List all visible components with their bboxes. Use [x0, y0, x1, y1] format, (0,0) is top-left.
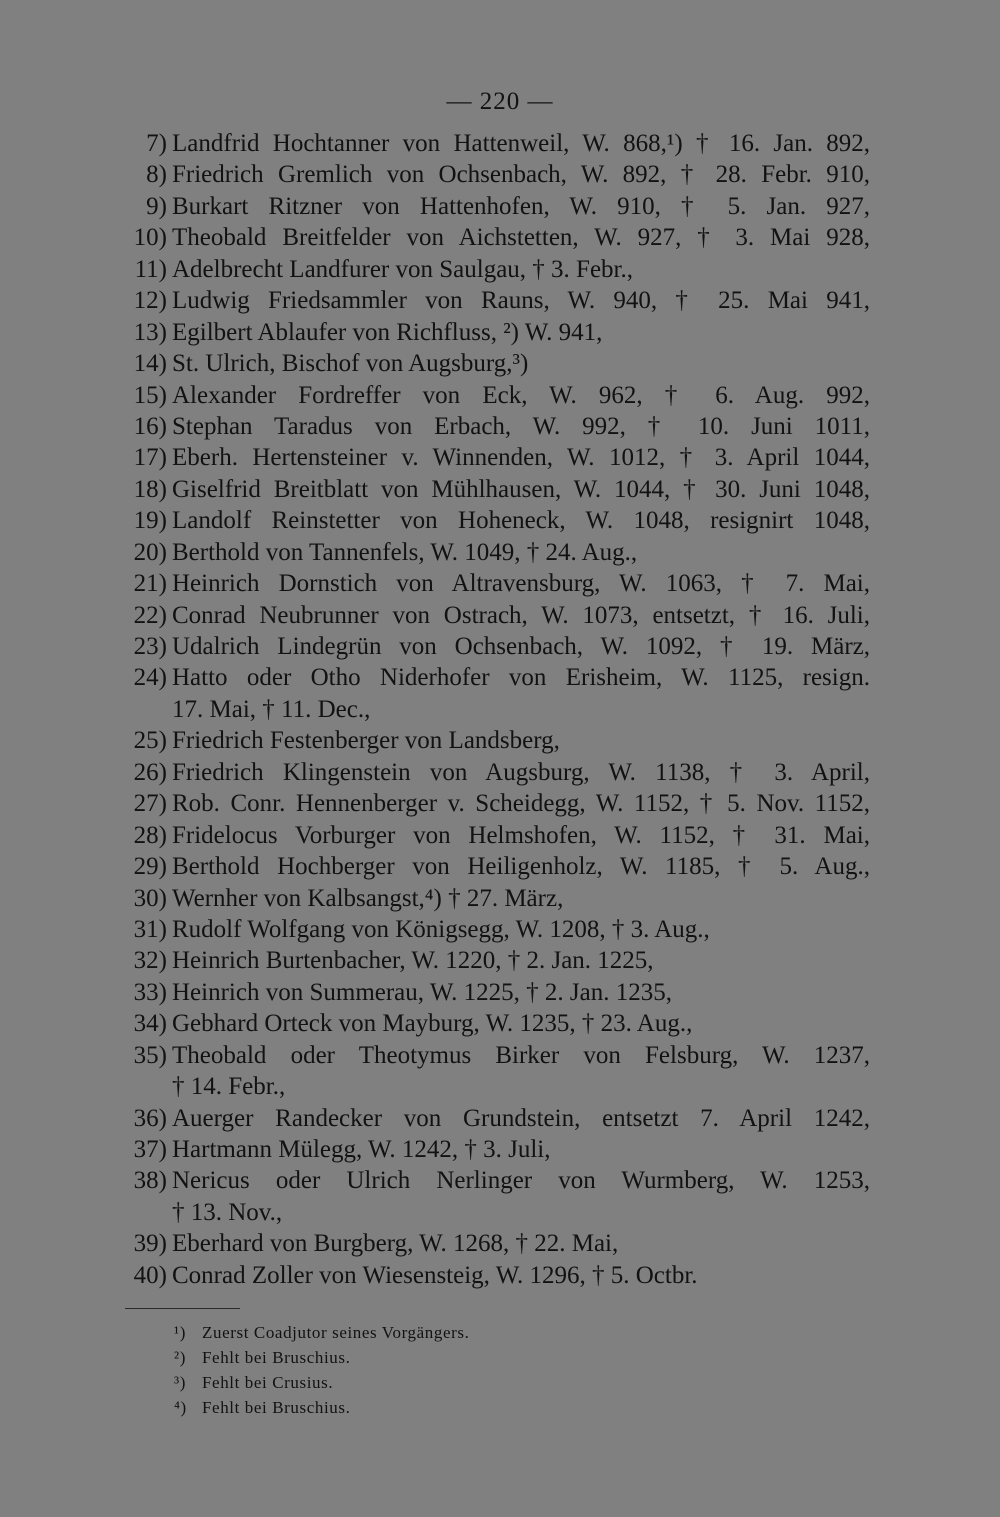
entry-number: 37)	[133, 1136, 167, 1163]
entry-line	[0, 128, 1000, 159]
footnote-text: Fehlt bei Bruschius.	[202, 1398, 351, 1417]
entry-line	[0, 631, 1000, 662]
entry-number: 20)	[133, 538, 167, 566]
footnote-text: Zuerst Coadjutor seines Vorgängers.	[202, 1323, 470, 1342]
entry-line	[0, 1008, 1000, 1039]
entry-text: Eberh. Hertensteiner v. Winnenden, W. 1012, † 3. April 1044,	[172, 444, 870, 472]
entry-text: Stephan Taradus von Erbach, W. 992, † 10. Juni 1011,	[172, 412, 870, 440]
footnote	[174, 1345, 469, 1370]
entry-line	[0, 222, 1000, 253]
entry-line	[0, 442, 1000, 473]
footnote	[174, 1370, 469, 1395]
entry-line	[0, 348, 1000, 379]
entry-text: Friedrich Gremlich von Ochsenbach, W. 892, † 28. Febr. 910,	[172, 161, 870, 189]
entry-text: † 13. Nov.,	[172, 1198, 283, 1226]
entry-text: Adelbrecht Landfurer von Saulgau, † 3. Febr.,	[172, 255, 633, 283]
entry-number: 23)	[133, 633, 167, 660]
entry-number: 24)	[133, 664, 167, 692]
entry-number: 31)	[133, 915, 167, 943]
footnote-mark: ²)	[174, 1348, 186, 1367]
entry-number: 11)	[134, 255, 167, 283]
entry-number: 14)	[133, 350, 167, 378]
entry-number: 30)	[133, 884, 167, 912]
footnote-mark: ⁴)	[174, 1398, 187, 1417]
entry-text: Friedrich Festenberger von Landsberg,	[172, 727, 560, 755]
entry-number: 27)	[133, 790, 167, 818]
entry-line	[0, 1228, 1000, 1259]
entry-number: 12)	[133, 287, 167, 315]
entry-number: 38)	[133, 1167, 167, 1195]
footnote-list	[174, 1320, 469, 1420]
entry-number: 34)	[133, 1010, 167, 1038]
footnote-text: Fehlt bei Bruschius.	[202, 1348, 351, 1367]
entry-text: Berthold Hochberger von Heiligenholz, W. 1185, † 5. Aug.,	[172, 853, 870, 881]
entry-text: Conrad Zoller von Wiesensteig, W. 1296, † 5. Octbr.	[172, 1261, 698, 1289]
entry-number: 33)	[133, 978, 167, 1006]
entry-line	[0, 285, 1000, 316]
entry-line	[0, 1040, 1000, 1071]
entry-number: 39)	[133, 1230, 167, 1258]
entry-number: 10)	[133, 224, 167, 252]
entry-text: † 14. Febr.,	[172, 1073, 286, 1101]
entry-text: Egilbert Ablaufer von Richfluss, ²) W. 941,	[172, 318, 603, 346]
entry-line	[0, 977, 1000, 1008]
entry-number: 17)	[133, 444, 167, 472]
entry-text: Auerger Randecker von Grundstein, entsetzt 7. April 1242,	[172, 1104, 870, 1132]
entry-text: Friedrich Klingenstein von Augsburg, W. 1138, † 3. April,	[172, 758, 870, 786]
entry-continuation-line	[0, 694, 1000, 725]
entry-text: Theobald Breitfelder von Aichstetten, W. 927, † 3. Mai 928,	[172, 224, 870, 252]
entry-number: 21)	[133, 570, 167, 598]
entry-number: 22)	[133, 601, 167, 629]
entry-text: Theobald oder Theotymus Birker von Felsburg, W. 1237,	[172, 1041, 870, 1069]
entry-text: Udalrich Lindegrün von Ochsenbach, W. 1092, † 19. März,	[172, 633, 870, 660]
entry-line	[0, 725, 1000, 756]
entry-text: Nericus oder Ulrich Nerlinger von Wurmberg, W. 1253,	[172, 1167, 870, 1195]
entry-text: Heinrich Dornstich von Altravensburg, W. 1063, † 7. Mai,	[172, 570, 870, 598]
entry-number: 7)	[146, 130, 167, 157]
entry-text: St. Ulrich, Bischof von Augsburg,³)	[172, 350, 529, 378]
entry-text: Eberhard von Burgberg, W. 1268, † 22. Mai,	[172, 1230, 619, 1258]
footnote	[174, 1395, 469, 1420]
entry-line	[0, 883, 1000, 914]
entry-line	[0, 474, 1000, 505]
entry-number: 16)	[133, 412, 167, 440]
entry-line	[0, 380, 1000, 411]
entry-line	[0, 254, 1000, 285]
entry-line	[0, 820, 1000, 851]
entry-text: Berthold von Tannenfels, W. 1049, † 24. Aug.,	[172, 538, 638, 566]
entry-text: Rob. Conr. Hennenberger v. Scheidegg, W. 1152, † 5. Nov. 1152,	[172, 790, 870, 818]
entry-line	[0, 317, 1000, 348]
entry-text: Landolf Reinstetter von Hoheneck, W. 1048, resignirt 1048,	[172, 507, 870, 535]
entry-line	[0, 1260, 1000, 1291]
entry-text: Burkart Ritzner von Hattenhofen, W. 910, † 5. Jan. 927,	[172, 192, 870, 220]
entry-number: 28)	[133, 821, 167, 849]
entry-number: 40)	[133, 1261, 167, 1289]
entry-text: Wernher von Kalbsangst,⁴) † 27. März,	[172, 884, 564, 912]
entry-line	[0, 191, 1000, 222]
entry-text: Alexander Fordreffer von Eck, W. 962, † 6. Aug. 992,	[172, 381, 870, 409]
entry-number: 35)	[133, 1041, 167, 1069]
entry-line	[0, 568, 1000, 599]
entry-line	[0, 757, 1000, 788]
entry-continuation-line	[0, 1197, 1000, 1228]
entry-line	[0, 945, 1000, 976]
footnote-mark: ³)	[174, 1373, 186, 1392]
entry-line	[0, 411, 1000, 442]
entry-text: Conrad Neubrunner von Ostrach, W. 1073, entsetzt, † 16. Juli,	[172, 601, 870, 629]
entry-number: 15)	[133, 381, 167, 409]
entry-text: Heinrich Burtenbacher, W. 1220, † 2. Jan. 1225,	[172, 947, 654, 975]
entry-number: 8)	[146, 161, 167, 189]
entry-continuation-line	[0, 1071, 1000, 1102]
entry-line	[0, 851, 1000, 882]
entry-number: 36)	[133, 1104, 167, 1132]
footnote-text: Fehlt bei Crusius.	[202, 1373, 334, 1392]
entry-line	[0, 505, 1000, 536]
footnote-mark: ¹)	[174, 1323, 186, 1342]
entry-number: 13)	[133, 318, 167, 346]
entry-text: Ludwig Friedsammler von Rauns, W. 940, † 25. Mai 941,	[172, 287, 870, 315]
entry-line	[0, 1134, 1000, 1165]
entry-number: 32)	[133, 947, 167, 975]
entry-text: Rudolf Wolfgang von Königsegg, W. 1208, † 3. Aug.,	[172, 915, 710, 943]
entry-text: Landfrid Hochtanner von Hattenweil, W. 868,¹) † 16. Jan. 892,	[172, 130, 870, 157]
entry-number: 26)	[133, 758, 167, 786]
entry-text: Fridelocus Vorburger von Helmshofen, W. 1152, † 31. Mai,	[172, 821, 870, 849]
entry-text: Hatto oder Otho Niderhofer von Erisheim, W. 1125, resign.	[172, 664, 870, 692]
entry-line	[0, 1103, 1000, 1134]
entry-line	[0, 788, 1000, 819]
entry-text: Heinrich von Summerau, W. 1225, † 2. Jan. 1235,	[172, 978, 672, 1006]
entry-number: 18)	[133, 475, 167, 503]
entry-line	[0, 159, 1000, 190]
footnote	[174, 1320, 469, 1345]
entry-text: Gebhard Orteck von Mayburg, W. 1235, † 23. Aug.,	[172, 1010, 693, 1038]
entry-number: 25)	[133, 727, 167, 755]
page-number: — 220 —	[446, 88, 554, 115]
entry-line	[0, 914, 1000, 945]
entry-number: 29)	[133, 853, 167, 881]
entry-text: 17. Mai, † 11. Dec.,	[172, 695, 371, 723]
entry-number: 19)	[133, 507, 167, 535]
footnote-divider	[125, 1308, 240, 1309]
entry-line	[0, 662, 1000, 693]
entry-line	[0, 1165, 1000, 1196]
entry-list	[0, 128, 1000, 1291]
entry-number: 9)	[146, 192, 167, 220]
entry-text: Giselfrid Breitblatt von Mühlhausen, W. 1044, † 30. Juni 1048,	[172, 475, 870, 503]
entry-line	[0, 537, 1000, 568]
entry-text: Hartmann Mülegg, W. 1242, † 3. Juli,	[172, 1136, 551, 1163]
entry-line	[0, 600, 1000, 631]
